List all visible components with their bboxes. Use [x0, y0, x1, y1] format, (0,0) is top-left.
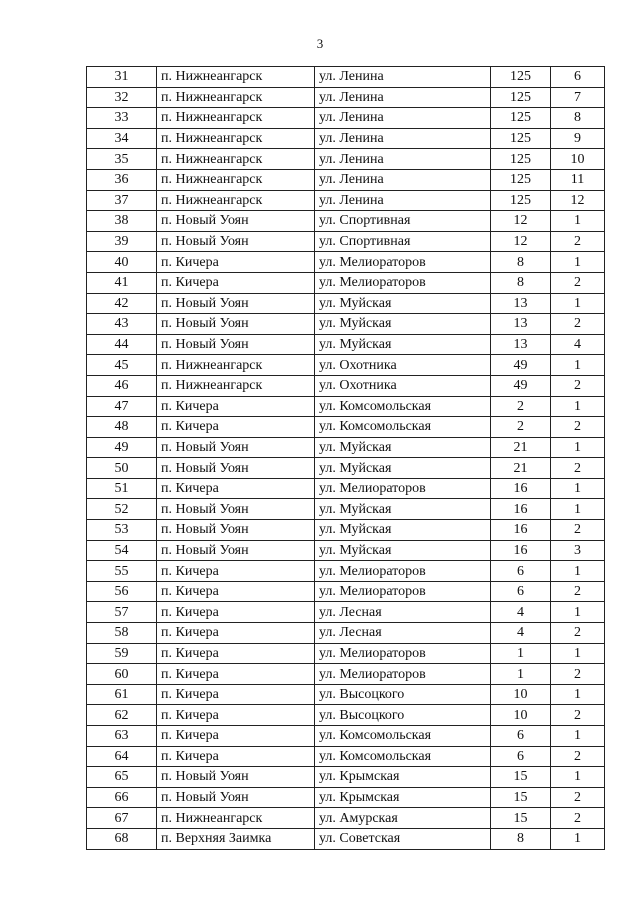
street-cell: ул. Охотника: [315, 375, 491, 396]
row-number-cell: 38: [87, 211, 157, 232]
table-row: [87, 437, 605, 458]
house-number-cell: 16: [491, 540, 551, 561]
flat-number-cell: 1: [551, 561, 605, 582]
flat-number-cell: 2: [551, 272, 605, 293]
settlement-cell: п. Новый Уоян: [157, 499, 315, 520]
settlement-cell: п. Кичера: [157, 602, 315, 623]
street-cell: ул. Амурская: [315, 808, 491, 829]
house-number-cell: 6: [491, 581, 551, 602]
row-number-cell: 67: [87, 808, 157, 829]
settlement-cell: п. Новый Уоян: [157, 314, 315, 335]
street-cell: ул. Муйская: [315, 334, 491, 355]
flat-number-cell: 1: [551, 828, 605, 849]
row-number-cell: 62: [87, 705, 157, 726]
house-number-cell: 125: [491, 128, 551, 149]
row-number-cell: 45: [87, 355, 157, 376]
house-number-cell: 125: [491, 169, 551, 190]
row-number-cell: 55: [87, 561, 157, 582]
flat-number-cell: 4: [551, 334, 605, 355]
house-number-cell: 15: [491, 767, 551, 788]
row-number-cell: 54: [87, 540, 157, 561]
table-row: [87, 128, 605, 149]
house-number-cell: 1: [491, 664, 551, 685]
row-number-cell: 42: [87, 293, 157, 314]
row-number-cell: 41: [87, 272, 157, 293]
row-number-cell: 33: [87, 108, 157, 129]
settlement-cell: п. Новый Уоян: [157, 787, 315, 808]
street-cell: ул. Спортивная: [315, 211, 491, 232]
table-row: [87, 417, 605, 438]
row-number-cell: 35: [87, 149, 157, 170]
settlement-cell: п. Новый Уоян: [157, 540, 315, 561]
row-number-cell: 58: [87, 623, 157, 644]
street-cell: ул. Муйская: [315, 293, 491, 314]
flat-number-cell: 3: [551, 540, 605, 561]
house-number-cell: 6: [491, 726, 551, 747]
flat-number-cell: 2: [551, 664, 605, 685]
flat-number-cell: 2: [551, 417, 605, 438]
table-row: [87, 828, 605, 849]
house-number-cell: 13: [491, 334, 551, 355]
settlement-cell: п. Кичера: [157, 252, 315, 273]
house-number-cell: 16: [491, 520, 551, 541]
house-number-cell: 125: [491, 108, 551, 129]
settlement-cell: п. Кичера: [157, 705, 315, 726]
settlement-cell: п. Новый Уоян: [157, 211, 315, 232]
settlement-cell: п. Нижнеангарск: [157, 87, 315, 108]
flat-number-cell: 1: [551, 726, 605, 747]
house-number-cell: 125: [491, 149, 551, 170]
flat-number-cell: 8: [551, 108, 605, 129]
table-row: [87, 520, 605, 541]
flat-number-cell: 2: [551, 581, 605, 602]
flat-number-cell: 2: [551, 520, 605, 541]
street-cell: ул. Крымская: [315, 767, 491, 788]
house-number-cell: 125: [491, 190, 551, 211]
street-cell: ул. Лесная: [315, 602, 491, 623]
flat-number-cell: 1: [551, 211, 605, 232]
flat-number-cell: 1: [551, 602, 605, 623]
house-number-cell: 10: [491, 684, 551, 705]
flat-number-cell: 2: [551, 231, 605, 252]
row-number-cell: 66: [87, 787, 157, 808]
table-row: [87, 252, 605, 273]
settlement-cell: п. Новый Уоян: [157, 293, 315, 314]
settlement-cell: п. Нижнеангарск: [157, 149, 315, 170]
house-number-cell: 125: [491, 87, 551, 108]
settlement-cell: п. Кичера: [157, 746, 315, 767]
house-number-cell: 10: [491, 705, 551, 726]
table-row: [87, 211, 605, 232]
table-row: [87, 540, 605, 561]
street-cell: ул. Муйская: [315, 520, 491, 541]
street-cell: ул. Ленина: [315, 190, 491, 211]
settlement-cell: п. Новый Уоян: [157, 458, 315, 479]
flat-number-cell: 12: [551, 190, 605, 211]
street-cell: ул. Высоцкого: [315, 705, 491, 726]
table-row: [87, 272, 605, 293]
table-row: [87, 808, 605, 829]
row-number-cell: 49: [87, 437, 157, 458]
flat-number-cell: 1: [551, 499, 605, 520]
street-cell: ул. Мелиораторов: [315, 643, 491, 664]
settlement-cell: п. Кичера: [157, 684, 315, 705]
table-row: [87, 355, 605, 376]
street-cell: ул. Мелиораторов: [315, 581, 491, 602]
street-cell: ул. Советская: [315, 828, 491, 849]
row-number-cell: 59: [87, 643, 157, 664]
row-number-cell: 31: [87, 67, 157, 88]
house-number-cell: 8: [491, 828, 551, 849]
settlement-cell: п. Нижнеангарск: [157, 190, 315, 211]
table-row: [87, 375, 605, 396]
street-cell: ул. Лесная: [315, 623, 491, 644]
table-row: [87, 458, 605, 479]
row-number-cell: 32: [87, 87, 157, 108]
table-row: [87, 561, 605, 582]
house-number-cell: 16: [491, 478, 551, 499]
flat-number-cell: 1: [551, 684, 605, 705]
flat-number-cell: 1: [551, 767, 605, 788]
street-cell: ул. Крымская: [315, 787, 491, 808]
flat-number-cell: 2: [551, 314, 605, 335]
flat-number-cell: 1: [551, 643, 605, 664]
table-row: [87, 334, 605, 355]
house-number-cell: 6: [491, 561, 551, 582]
street-cell: ул. Ленина: [315, 108, 491, 129]
table-row: [87, 190, 605, 211]
settlement-cell: п. Кичера: [157, 478, 315, 499]
house-number-cell: 12: [491, 231, 551, 252]
row-number-cell: 64: [87, 746, 157, 767]
flat-number-cell: 7: [551, 87, 605, 108]
flat-number-cell: 9: [551, 128, 605, 149]
street-cell: ул. Муйская: [315, 499, 491, 520]
row-number-cell: 53: [87, 520, 157, 541]
street-cell: ул. Ленина: [315, 128, 491, 149]
settlement-cell: п. Кичера: [157, 561, 315, 582]
house-number-cell: 2: [491, 396, 551, 417]
table-row: [87, 767, 605, 788]
row-number-cell: 36: [87, 169, 157, 190]
flat-number-cell: 11: [551, 169, 605, 190]
street-cell: ул. Ленина: [315, 67, 491, 88]
street-cell: ул. Мелиораторов: [315, 561, 491, 582]
street-cell: ул. Ленина: [315, 169, 491, 190]
table-row: [87, 602, 605, 623]
settlement-cell: п. Кичера: [157, 726, 315, 747]
flat-number-cell: 2: [551, 705, 605, 726]
table-row: [87, 231, 605, 252]
street-cell: ул. Мелиораторов: [315, 252, 491, 273]
settlement-cell: п. Нижнеангарск: [157, 128, 315, 149]
house-number-cell: 16: [491, 499, 551, 520]
row-number-cell: 57: [87, 602, 157, 623]
street-cell: ул. Муйская: [315, 458, 491, 479]
settlement-cell: п. Кичера: [157, 272, 315, 293]
house-number-cell: 4: [491, 602, 551, 623]
table-row: [87, 726, 605, 747]
street-cell: ул. Мелиораторов: [315, 664, 491, 685]
house-number-cell: 6: [491, 746, 551, 767]
settlement-cell: п. Нижнеангарск: [157, 108, 315, 129]
settlement-cell: п. Кичера: [157, 396, 315, 417]
flat-number-cell: 2: [551, 458, 605, 479]
flat-number-cell: 10: [551, 149, 605, 170]
row-number-cell: 68: [87, 828, 157, 849]
street-cell: ул. Спортивная: [315, 231, 491, 252]
row-number-cell: 47: [87, 396, 157, 417]
street-cell: ул. Муйская: [315, 314, 491, 335]
row-number-cell: 52: [87, 499, 157, 520]
table-row: [87, 664, 605, 685]
row-number-cell: 51: [87, 478, 157, 499]
house-number-cell: 8: [491, 252, 551, 273]
row-number-cell: 50: [87, 458, 157, 479]
house-number-cell: 21: [491, 458, 551, 479]
street-cell: ул. Муйская: [315, 437, 491, 458]
flat-number-cell: 2: [551, 787, 605, 808]
row-number-cell: 37: [87, 190, 157, 211]
row-number-cell: 63: [87, 726, 157, 747]
table-row: [87, 396, 605, 417]
table-row: [87, 787, 605, 808]
street-cell: ул. Ленина: [315, 87, 491, 108]
settlement-cell: п. Нижнеангарск: [157, 67, 315, 88]
table-row: [87, 746, 605, 767]
settlement-cell: п. Нижнеангарск: [157, 375, 315, 396]
street-cell: ул. Охотника: [315, 355, 491, 376]
settlement-cell: п. Кичера: [157, 643, 315, 664]
table-row: [87, 149, 605, 170]
street-cell: ул. Ленина: [315, 149, 491, 170]
table-row: [87, 623, 605, 644]
settlement-cell: п. Кичера: [157, 664, 315, 685]
street-cell: ул. Мелиораторов: [315, 272, 491, 293]
settlement-cell: п. Верхняя Заимка: [157, 828, 315, 849]
settlement-cell: п. Нижнеангарск: [157, 808, 315, 829]
flat-number-cell: 2: [551, 375, 605, 396]
street-cell: ул. Мелиораторов: [315, 478, 491, 499]
settlement-cell: п. Кичера: [157, 581, 315, 602]
row-number-cell: 56: [87, 581, 157, 602]
flat-number-cell: 2: [551, 808, 605, 829]
table-row: [87, 581, 605, 602]
table-row: [87, 314, 605, 335]
row-number-cell: 48: [87, 417, 157, 438]
house-number-cell: 15: [491, 808, 551, 829]
table-row: [87, 169, 605, 190]
table-row: [87, 499, 605, 520]
table-body: [87, 67, 605, 850]
house-number-cell: 8: [491, 272, 551, 293]
settlement-cell: п. Новый Уоян: [157, 231, 315, 252]
table-row: [87, 87, 605, 108]
settlement-cell: п. Кичера: [157, 417, 315, 438]
settlement-cell: п. Нижнеангарск: [157, 169, 315, 190]
page-number: 3: [316, 36, 324, 51]
row-number-cell: 34: [87, 128, 157, 149]
house-number-cell: 2: [491, 417, 551, 438]
street-cell: ул. Муйская: [315, 540, 491, 561]
street-cell: ул. Комсомольская: [315, 726, 491, 747]
street-cell: ул. Высоцкого: [315, 684, 491, 705]
table-row: [87, 67, 605, 88]
row-number-cell: 43: [87, 314, 157, 335]
table-row: [87, 684, 605, 705]
row-number-cell: 39: [87, 231, 157, 252]
house-number-cell: 1: [491, 643, 551, 664]
house-number-cell: 15: [491, 787, 551, 808]
house-number-cell: 49: [491, 375, 551, 396]
house-number-cell: 125: [491, 67, 551, 88]
settlement-cell: п. Новый Уоян: [157, 767, 315, 788]
flat-number-cell: 1: [551, 293, 605, 314]
flat-number-cell: 1: [551, 437, 605, 458]
table-row: [87, 293, 605, 314]
house-number-cell: 4: [491, 623, 551, 644]
settlement-cell: п. Новый Уоян: [157, 334, 315, 355]
street-cell: ул. Комсомольская: [315, 417, 491, 438]
house-number-cell: 13: [491, 293, 551, 314]
street-cell: ул. Комсомольская: [315, 396, 491, 417]
settlement-cell: п. Новый Уоян: [157, 437, 315, 458]
housing-table: [86, 66, 605, 850]
house-number-cell: 21: [491, 437, 551, 458]
row-number-cell: 40: [87, 252, 157, 273]
table-row: [87, 108, 605, 129]
row-number-cell: 60: [87, 664, 157, 685]
settlement-cell: п. Нижнеангарск: [157, 355, 315, 376]
house-number-cell: 12: [491, 211, 551, 232]
flat-number-cell: 2: [551, 623, 605, 644]
flat-number-cell: 1: [551, 355, 605, 376]
table-row: [87, 705, 605, 726]
settlement-cell: п. Новый Уоян: [157, 520, 315, 541]
row-number-cell: 46: [87, 375, 157, 396]
row-number-cell: 44: [87, 334, 157, 355]
flat-number-cell: 2: [551, 746, 605, 767]
flat-number-cell: 6: [551, 67, 605, 88]
table-row: [87, 478, 605, 499]
flat-number-cell: 1: [551, 252, 605, 273]
row-number-cell: 65: [87, 767, 157, 788]
settlement-cell: п. Кичера: [157, 623, 315, 644]
flat-number-cell: 1: [551, 396, 605, 417]
table-row: [87, 643, 605, 664]
house-number-cell: 13: [491, 314, 551, 335]
house-number-cell: 49: [491, 355, 551, 376]
row-number-cell: 61: [87, 684, 157, 705]
flat-number-cell: 1: [551, 478, 605, 499]
street-cell: ул. Комсомольская: [315, 746, 491, 767]
